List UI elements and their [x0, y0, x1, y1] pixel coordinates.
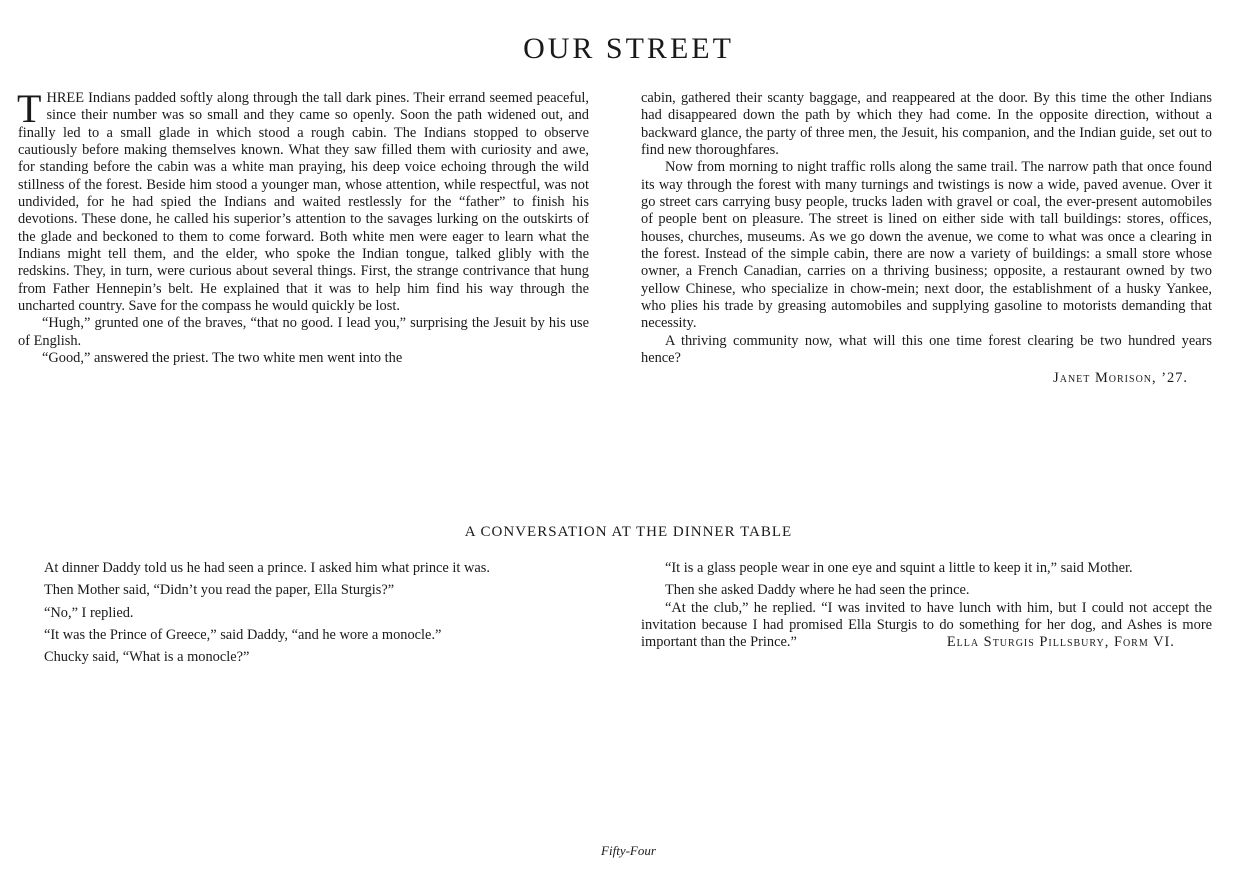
our-street-paragraph-4: cabin, gathered their scanty baggage, and reappeared at the door. By this time the other Indians had disappeared down the path by which they had come. In the opposite direction, without a backward glance, the party of three men, the Jesuit, his companion, and the Indian guide, set out to find new thoroughfares. [641, 90, 1212, 159]
conversation-line: Chucky said, “What is a monocle?” [44, 649, 250, 666]
our-street-paragraph-6: A thriving community now, what will this one time forest clearing be two hundred years hence? [641, 332, 1212, 367]
conversation-line: “It is a glass people wear in one eye and squint a little to keep it in,” said Mother. [665, 560, 1133, 576]
conversation-right-column [641, 560, 1212, 652]
our-street-paragraph-2: “Hugh,” grunted one of the braves, “that no good. I lead you,” surprising the Jesuit by his use of English. [18, 315, 589, 349]
conversation-line: “No,” I replied. [44, 604, 134, 621]
our-street-paragraph-1-text: HREE Indians padded softly along through the tall dark pines. Their errand seemed peaceful, since their number was so small and they came so openly. Soon the path widened out, and finally led to a small glade in which stood a rough cabin. The Indians stopped to observe cautiously before making themselves known. What they saw filled them with curiosity and awe, for standing before the cabin was a white man praying, his deep voice echoing through the wild stillness of the forest. Beside him stood a younger man, whose attention, while respectful, was not undivided, for he had spied the Indians and waited restlessly for the “father” to finish his devotions. These done, he called his superior’s attention to the savages lurking on the outskirts of the glade and beckoned to them to come forward. Both white men were eager to learn what the Indians might tell them, and the elder, who spoke the Indian tongue, talked glibly with the redskins. They, in turn, were curious about several things. First, the strange contrivance that hung from Father Hennepin’s belt. He explained that it was to help him find his way through the uncharted country. Save for the compass he would quickly be lost. [18, 90, 589, 315]
article-title-our-street: OUR STREET [523, 32, 734, 65]
conversation-line: Then she asked Daddy where he had seen the prince. [665, 582, 970, 599]
drop-cap: T [17, 86, 42, 131]
our-street-right-column [641, 90, 1212, 387]
conversation-line-text: “At the club,” he replied. “I was invited to have lunch with him, but I could not accept the invitation because I had promised Ella Sturgis to do something for her dog, and Ashes is more important than the Prince.” [641, 599, 1212, 651]
article-title-conversation: A CONVERSATION AT THE DINNER TABLE [464, 524, 793, 540]
our-street-paragraph-1 [17, 86, 589, 315]
conversation-left-column [20, 560, 591, 672]
our-street-left-column [17, 86, 589, 368]
conversation-line: “It was the Prince of Greece,” said Daddy, “and he wore a monocle.” [44, 627, 442, 644]
conversation-line: At dinner Daddy told us he had seen a prince. I asked him what prince it was. [44, 560, 490, 576]
conversation-line [641, 600, 1212, 652]
conversation-signature: Ella Sturgis Pillsbury, Form VI. [946, 634, 1175, 651]
our-street-signature: Janet Morison, ’27. [1053, 369, 1188, 386]
our-street-paragraph-5: Now from morning to night traffic rolls along the same trail. The narrow path that once found its way through the forest with many turnings and twistings is now a wide, paved avenue. Over it go street cars carrying busy people, trucks laden with gravel or coal, the ever-present automobiles of people bent on pleasure. The street is lined on either side with tall buildings: stores, offices, houses, churches, museums. As we go down the avenue, we come to what was once a clearing in the forest. Instead of the simple cabin, there are now a variety of buildings: a small store whose owner, a French Canadian, carries on a thriving business; opposite, a restaurant owned by two yellow Chinese, who specialize in chow-mein; next door, the establishment of a husky Yankee, who plies his trade by greasing automobiles and supplying gasoline to motorists demanding that necessity. [641, 159, 1212, 332]
our-street-paragraph-3: “Good,” answered the priest. The two white men went into the [42, 350, 403, 367]
page-number: Fifty-Four [601, 843, 656, 858]
conversation-line: Then Mother said, “Didn’t you read the paper, Ella Sturgis?” [44, 582, 395, 599]
